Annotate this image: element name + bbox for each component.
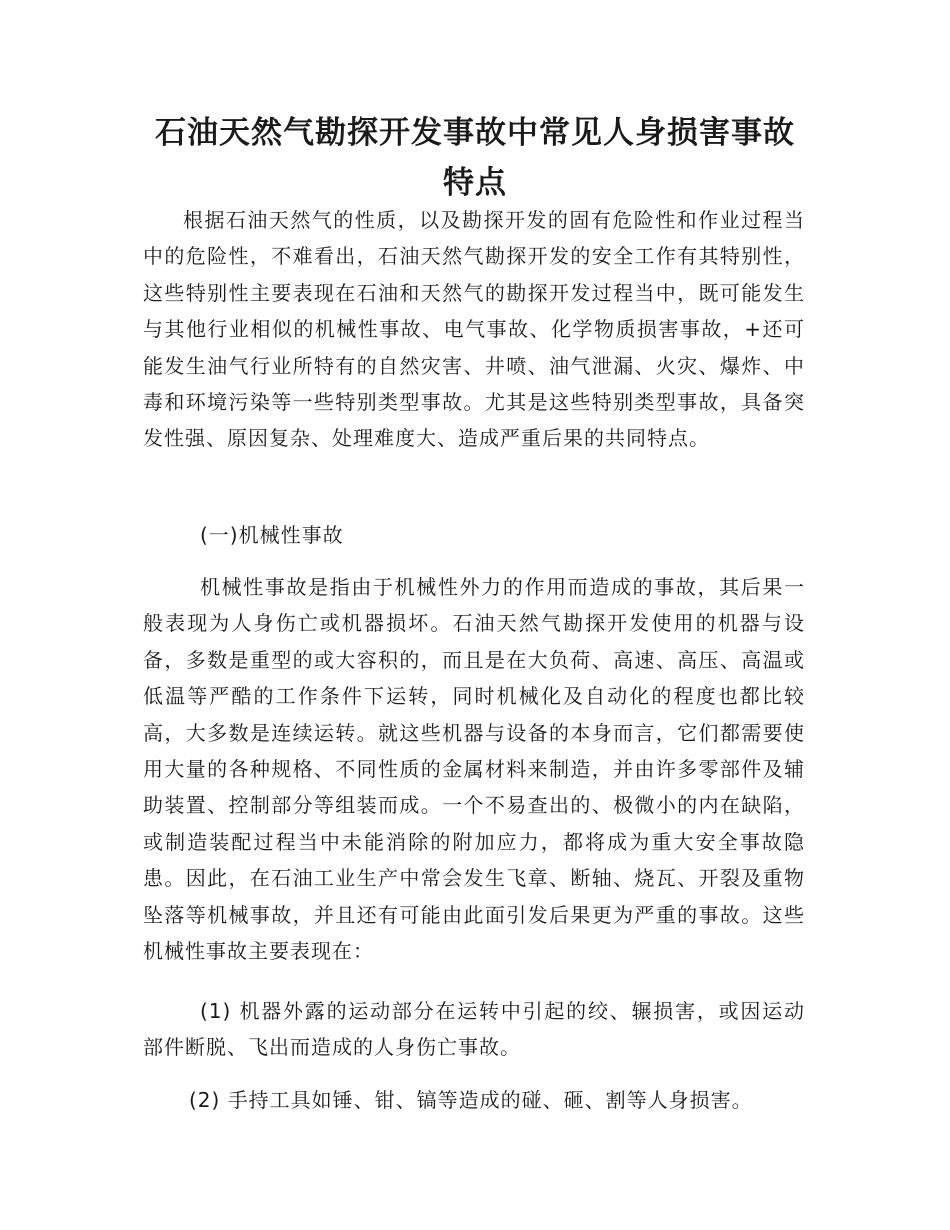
list-item-1: (1) 机器外露的运动部分在运转中引起的绞、辗损害，或因运动部件断脱、飞出而造成的人身伤亡事故。	[143, 999, 805, 1060]
mechanical-accident-paragraph: 机械性事故是指由于机械性外力的作用而造成的事故，其后果一般表现为人身伤亡或机器损坏。石油天然气勘探开发使用的机器与设备，多数是重型的或大容积的，而且是在大负荷、高速、高压、高温或低温等严酷的工作条件下运转，同时机械化及自动化的程度也都比较高，大多数是连续运转。就这些机器与设备的本身而言，它们都需要使用大量的各种规格、不同性质的金属材料来制造，并由许多零部件及辅助装置、控制部分等组装而成。一个不易查出的、极微小的内在缺陷，或制造装配过程当中未能消除的附加应力，都将成为重大安全事故隐患。因此，在石油工业生产中常会发生飞章、断轴、烧瓦、开裂及重物坠落等机械事故，并且还有可能由此面引发后果更为严重的事故。这些机械性事故主要表现在：	[143, 575, 805, 964]
document-title: 石油天然气勘探开发事故中常见人身损害事故特点	[155, 115, 795, 201]
list-item-2: (2) 手持工具如锤、钳、镐等造成的碰、砸、割等人身损害。	[189, 1088, 753, 1112]
intro-paragraph: 根据石油天然气的性质，以及勘探开发的固有危险性和作业过程当中的危险性，不难看出，石油天然气勘探开发的安全工作有其特别性，这些特别性主要表现在石油和天然气的勘探开发过程当中，既可能发生与其他行业相似的机械性事故、电气事故、化学物质损害事故，+还可能发生油气行业所特有的自然灾害、井喷、油气泄漏、火灾、爆炸、中毒和环境污染等一些特别类型事故。尤其是这些特别类型事故，具备突发性强、原因复杂、处理难度大、造成严重后果的共同特点。	[143, 208, 805, 451]
section-heading-mechanical: (一)机械性事故	[200, 523, 344, 547]
